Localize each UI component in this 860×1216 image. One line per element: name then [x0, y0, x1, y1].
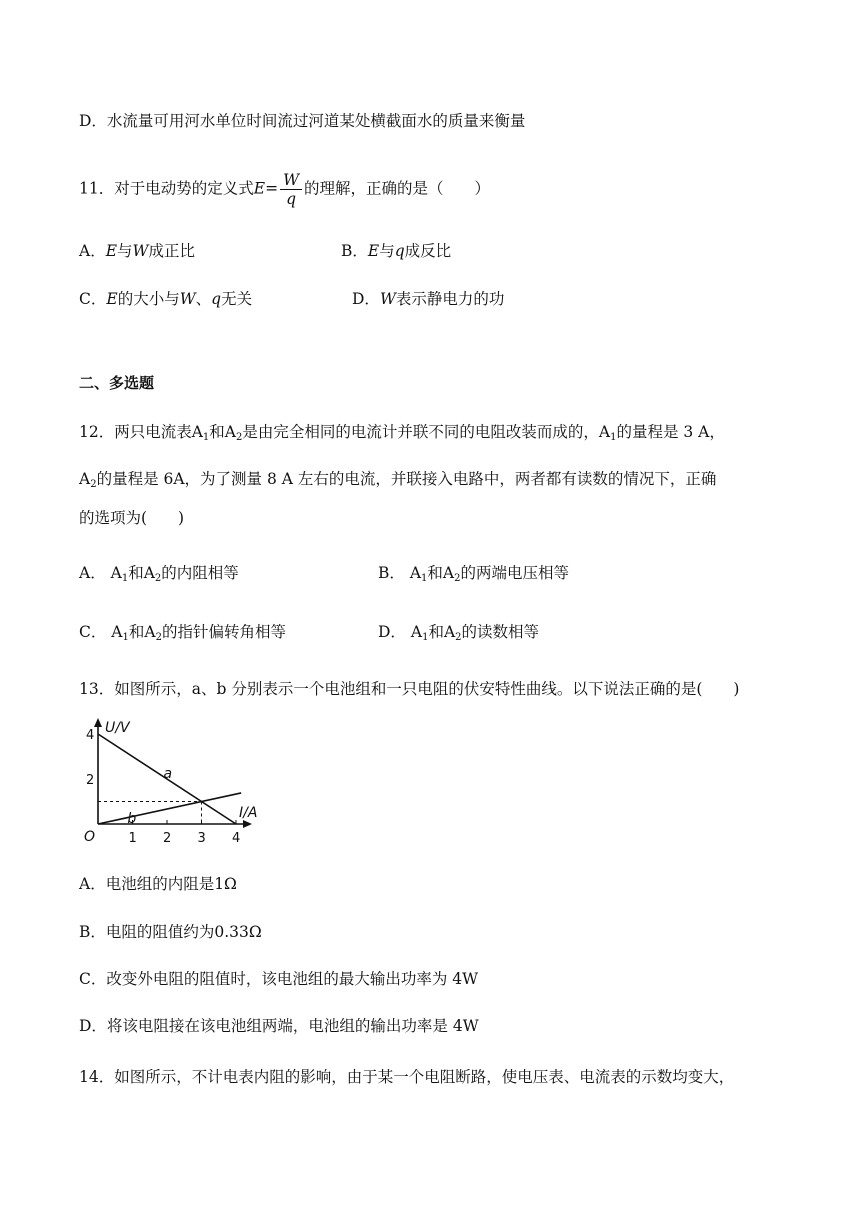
q12-option-a — [79, 562, 239, 590]
option-text: A． A — [79, 564, 122, 582]
q12-option-c — [79, 621, 286, 649]
q11-option-b — [341, 240, 451, 262]
x-axis-label: I/A — [239, 805, 258, 821]
q13-option-a: A．电池组的内阻是1Ω — [79, 875, 237, 893]
q12-option-b — [378, 562, 569, 590]
stem-text: A — [79, 470, 91, 488]
option-text: 成反比 — [404, 242, 452, 260]
option-text: 表示静电力的功 — [395, 290, 505, 308]
q12-option-d — [378, 621, 539, 649]
q11-option-c — [79, 288, 252, 310]
series-label-a: a — [163, 765, 173, 782]
option-text: 和A — [427, 564, 455, 582]
var-e: E — [105, 242, 118, 260]
q13-stem: 13．如图所示，a、b 分别表示一个电池组和一只电阻的伏安特性曲线。以下说法正确的是( ) — [79, 680, 740, 698]
subscript: 1 — [121, 573, 129, 584]
q13-option-b: B．电阻的阻值约为0.33Ω — [79, 923, 262, 941]
emf-fraction — [280, 171, 302, 208]
option-label: B． — [341, 242, 368, 260]
q11-stem-pre: 11．对于电动势的定义式 — [79, 179, 254, 198]
x-tick-label: 2 — [163, 831, 172, 846]
x-tick-label: 4 — [232, 831, 241, 846]
q13-option-c: C．改变外电阻的阻值时，该电池组的最大输出功率为 4W — [79, 970, 479, 988]
q12-stem-line3: 的选项为( ) — [79, 509, 185, 527]
var-w: W — [379, 290, 396, 308]
subscript: 2 — [154, 573, 162, 584]
option-text: 的读数相等 — [461, 623, 540, 641]
var-e: E — [367, 242, 380, 260]
option-text: B． A — [378, 564, 422, 582]
option-text: 与 — [379, 242, 395, 260]
option-text: 的指针偏转角相等 — [161, 623, 286, 641]
option-label: D． — [352, 290, 380, 308]
option-text: 、 — [195, 290, 212, 308]
q13-option-d: D．将该电阻接在该电池组两端，电池组的输出功率是 4W — [79, 1017, 479, 1035]
stem-text: 12．两只电流表A — [79, 423, 203, 441]
q12-stem-line2 — [79, 468, 716, 496]
equals-sign: = — [265, 179, 279, 198]
subscript: 2 — [236, 432, 243, 443]
x-tick-label: 1 — [128, 831, 137, 846]
stem-text: 是由完全相同的电流计并联不同的电阻改装而成的，A — [242, 423, 611, 441]
q11-stem — [79, 171, 490, 208]
var-w: W — [132, 242, 149, 260]
y-tick-label: 2 — [86, 773, 95, 788]
q10-option-d: D．水流量可用河水单位时间流过河道某处横截面水的质量来衡量 — [79, 112, 526, 130]
option-label: A． — [79, 242, 106, 260]
subscript: 1 — [421, 573, 428, 584]
q14-stem: 14．如图所示，不计电表内阻的影响，由于某一个电阻断路，使电压表、电流表的示数均变大， — [79, 1068, 735, 1086]
subscript: 2 — [454, 573, 461, 584]
q11-option-a — [79, 240, 195, 262]
ui-characteristic-chart — [78, 716, 268, 851]
var-e: E — [106, 290, 118, 308]
subscript: 1 — [422, 632, 429, 643]
y-tick-label: 4 — [86, 728, 95, 743]
q12-stem-line1 — [79, 421, 725, 449]
subscript: 1 — [122, 632, 129, 643]
y-axis-arrow — [94, 718, 102, 727]
option-text: 无关 — [221, 290, 253, 308]
series-line-b — [98, 793, 241, 824]
fraction-numerator: W — [280, 171, 302, 190]
origin-label: O — [84, 829, 96, 845]
stem-text: 的量程是 3 A， — [616, 423, 725, 441]
option-text: 和A — [128, 623, 156, 641]
section-heading: 二、多选题 — [79, 374, 155, 392]
x-axis-arrow — [243, 820, 252, 828]
option-text: C． A — [79, 623, 123, 641]
series-label-b: b — [127, 810, 137, 827]
option-text: 的内阻相等 — [161, 564, 239, 582]
x-tick-label: 3 — [197, 831, 206, 846]
fraction-denominator: q — [286, 190, 296, 208]
subscript: 2 — [455, 632, 462, 643]
option-text: 的大小与 — [117, 290, 180, 308]
subscript: 1 — [202, 432, 210, 443]
var-q: q — [211, 290, 222, 308]
option-text: 和A — [428, 623, 456, 641]
var-w: W — [179, 290, 196, 308]
option-text: 成正比 — [148, 242, 195, 260]
stem-text: 的量程是 6A，为了测量 8 A 左右的电流，并联接入电路中，两者都有读数的情况下，正确 — [96, 470, 717, 488]
subscript: 2 — [90, 479, 97, 490]
option-text: 与 — [117, 242, 133, 260]
option-text: D． A — [378, 623, 423, 641]
y-axis-label: U/V — [105, 720, 130, 736]
stem-text: 和A — [209, 423, 236, 441]
q11-stem-post: 的理解，正确的是（ ） — [304, 179, 491, 198]
subscript: 1 — [610, 432, 617, 443]
option-text: 的两端电压相等 — [460, 564, 569, 582]
var-q: q — [394, 242, 405, 260]
subscript: 2 — [155, 632, 162, 643]
q11-option-d — [352, 288, 504, 310]
option-label: C． — [79, 290, 107, 308]
option-text: 和A — [128, 564, 155, 582]
emf-symbol: E — [253, 179, 266, 198]
